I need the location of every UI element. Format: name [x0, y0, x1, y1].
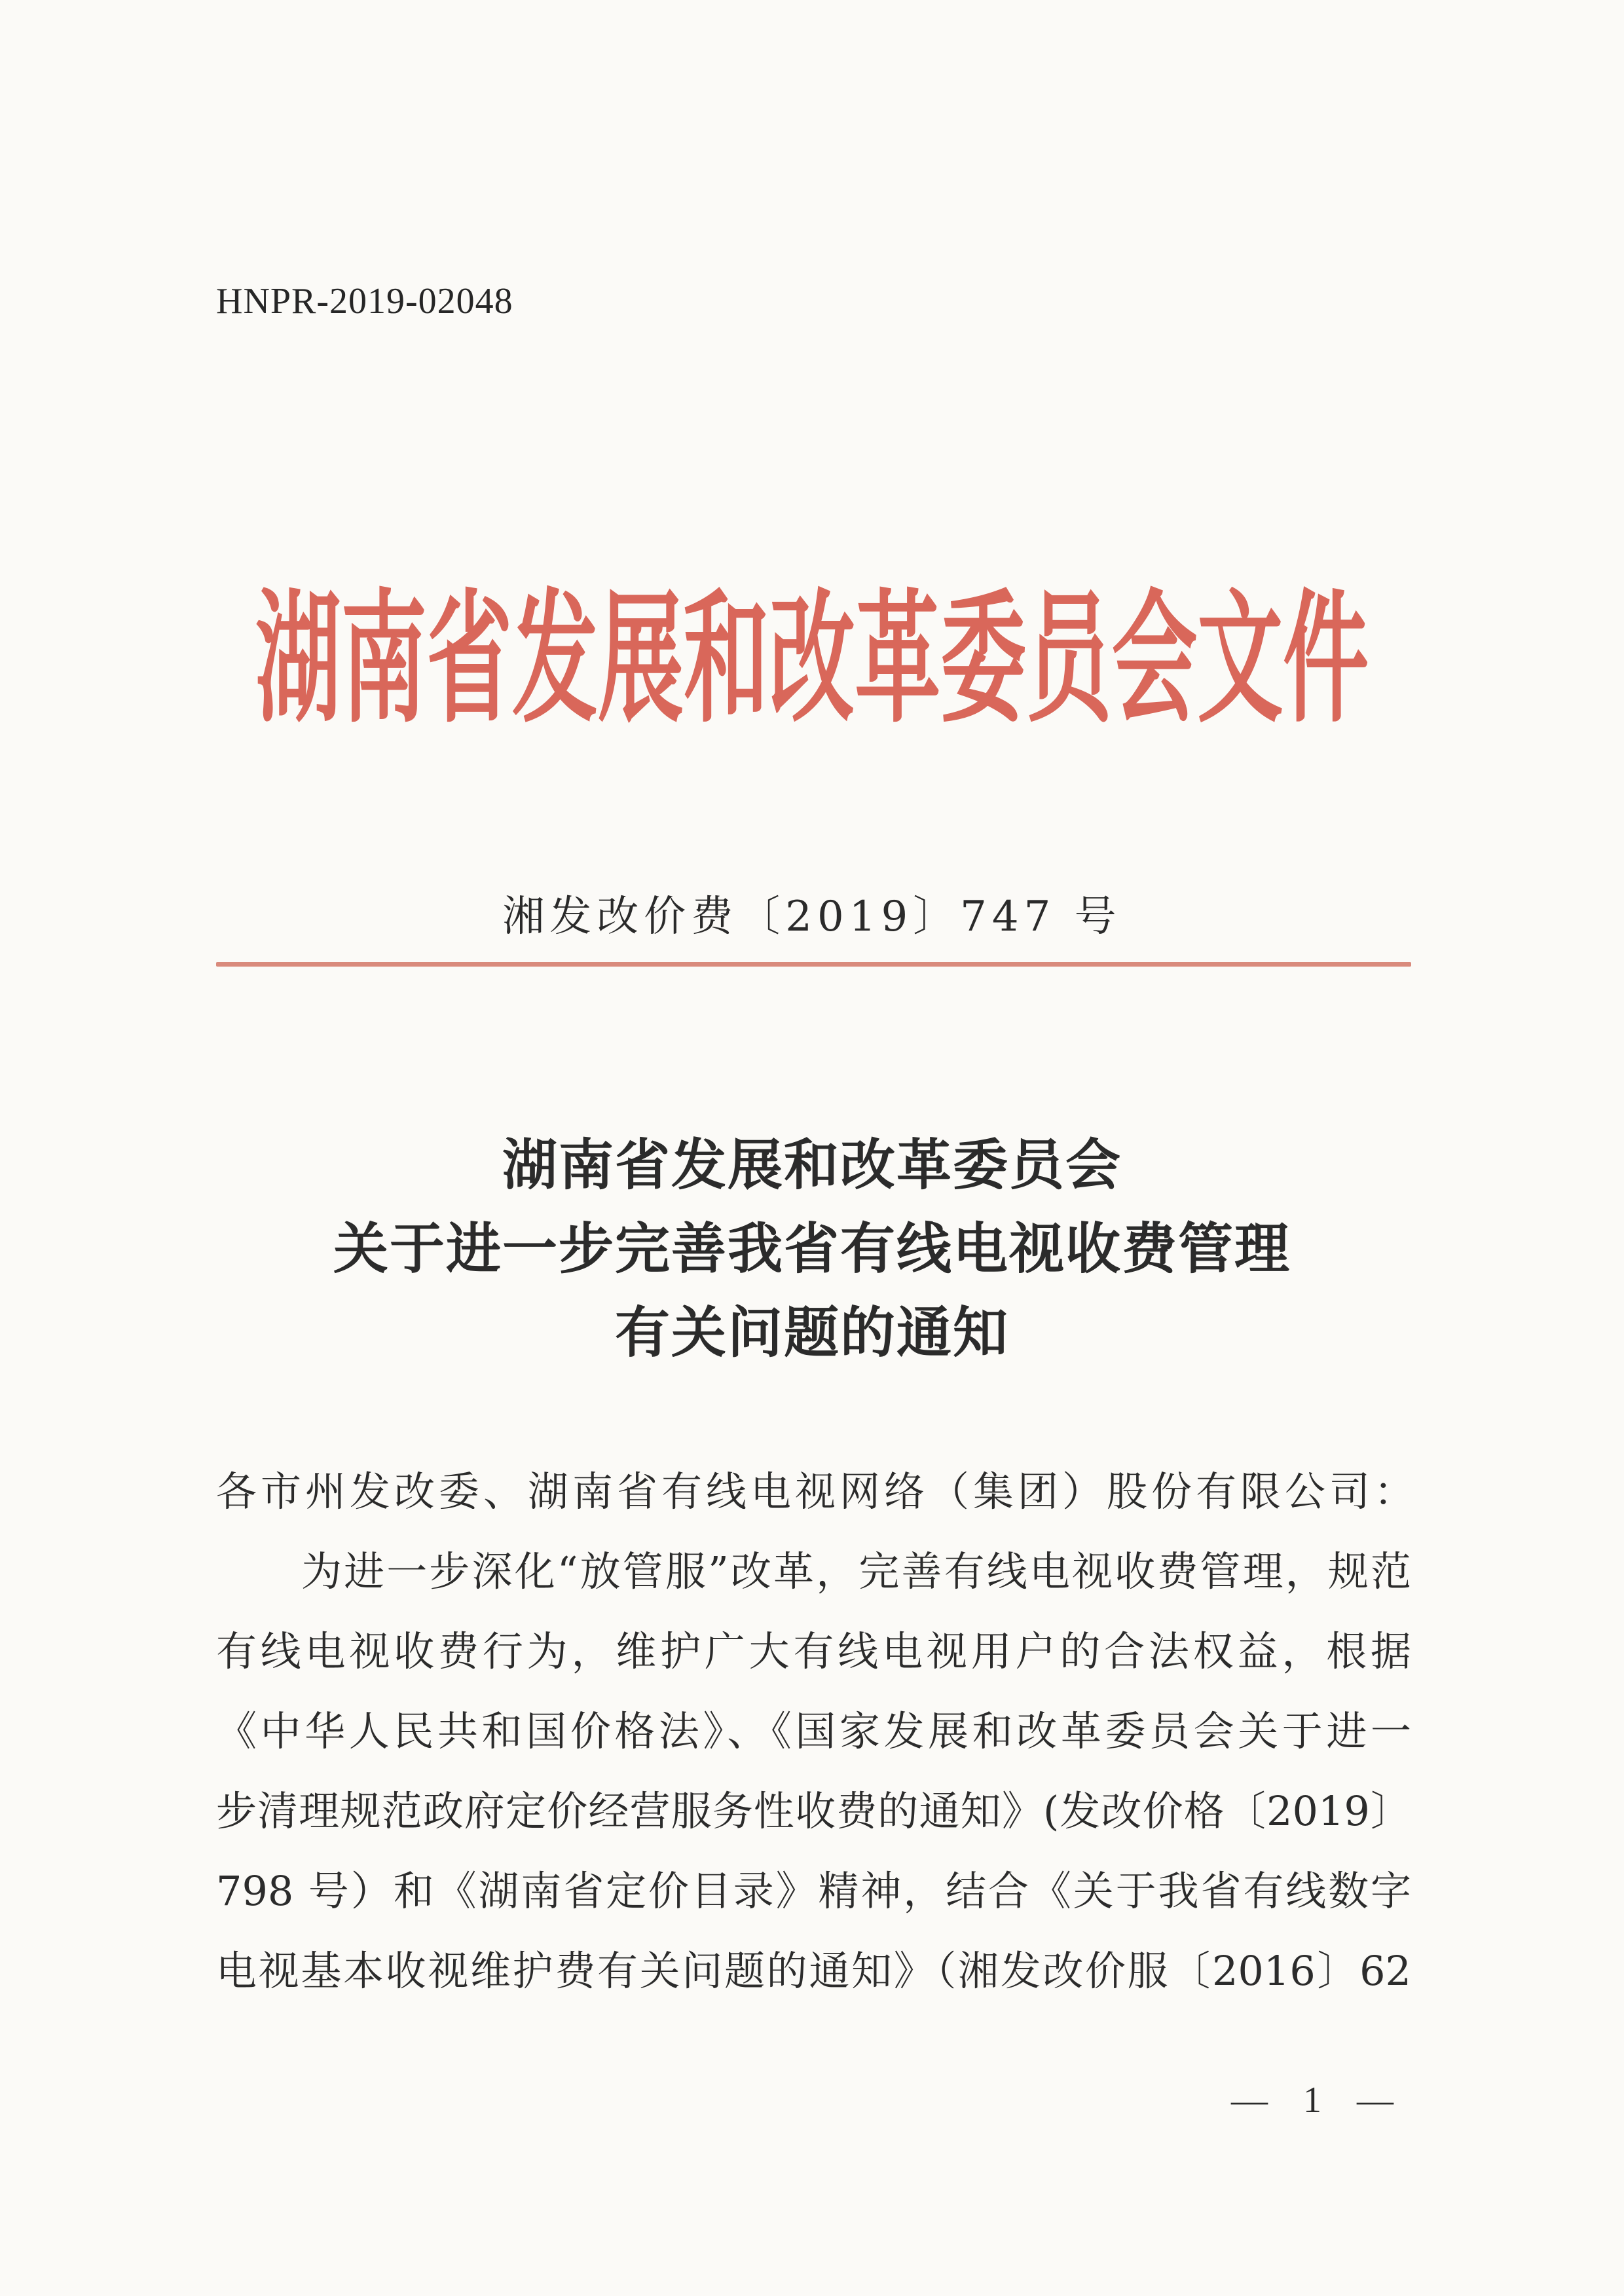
body-line: 有线电视收费行为，维护广大有线电视用户的合法权益，根据 — [216, 1627, 1411, 1675]
title-line-3: 有关问题的通知 — [614, 1300, 1009, 1365]
body-line: 电视基本收视维护费有关问题的通知》（湘发改价服〔2016〕62 — [216, 1947, 1411, 1995]
salutation: 各市州发改委、湖南省有线电视网络（集团）股份有限公司： — [216, 1468, 1419, 1515]
body-line: 798 号）和《湖南省定价目录》精神，结合《关于我省有线数字 — [216, 1867, 1411, 1915]
red-divider — [216, 962, 1411, 967]
masthead-text: 湖南省发展和改革委员会文件 — [255, 577, 1369, 743]
body-line: 步清理规范政府定价经营服务性收费的通知》(发改价格〔2019〕 — [216, 1787, 1411, 1835]
masthead-title — [249, 547, 1375, 750]
title-line-2: 关于进一步完善我省有线电视收费管理 — [333, 1216, 1291, 1281]
body-line: 为进一步深化“放管服”改革，完善有线电视收费管理，规范 — [301, 1547, 1411, 1595]
page-number: — 1 — — [1231, 2080, 1407, 2120]
title-line-1: 湖南省发展和改革委员会 — [502, 1132, 1122, 1197]
document-number: 湘发改价费〔2019〕747 号 — [502, 893, 1122, 941]
document-code: HNPR-2019-02048 — [216, 281, 513, 322]
body-line: 《中华人民共和国价格法》、《国家发展和改革委员会关于进一 — [216, 1707, 1411, 1755]
